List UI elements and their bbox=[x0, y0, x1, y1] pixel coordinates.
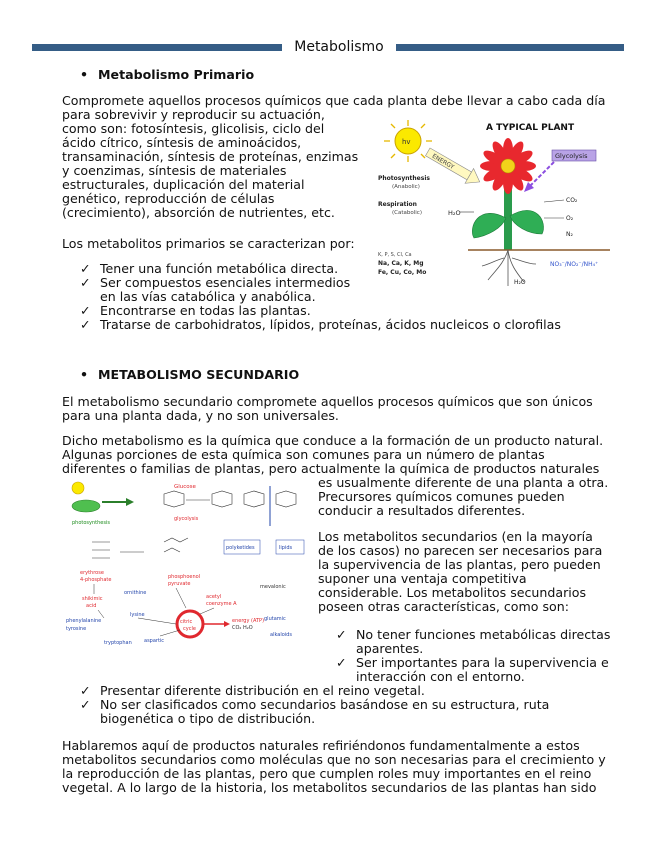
svg-text:acid: acid bbox=[86, 603, 97, 609]
svg-text:CO₂: CO₂ bbox=[566, 197, 578, 204]
svg-text:ornithine: ornithine bbox=[124, 590, 147, 596]
energy-arrow bbox=[424, 145, 484, 190]
svg-text:polyketides: polyketides bbox=[226, 545, 255, 551]
primary-heading-text: Metabolismo Primario bbox=[98, 67, 255, 82]
secondary-p1: El metabolismo secundario compromete aquellos procesos químicos que son únicos para una planta dada, y no son universales. bbox=[62, 394, 593, 423]
secondary-list-full bbox=[80, 683, 620, 726]
secondary-list-right bbox=[336, 627, 626, 684]
intro-line: para sobrevivir y reproducir su actuación, bbox=[62, 107, 325, 122]
list-item-continuation: biogenética o tipo de distribución. bbox=[100, 711, 316, 726]
page-title: Metabolismo bbox=[294, 39, 384, 55]
svg-text:(Anabolic): (Anabolic) bbox=[392, 184, 420, 190]
svg-text:O₂: O₂ bbox=[566, 215, 574, 222]
intro-line: ácido cítrico, síntesis de aminoácidos, bbox=[62, 135, 302, 150]
svg-text:lysine: lysine bbox=[130, 612, 145, 618]
list-item: ✓ Encontrarse en todas las plantas. bbox=[80, 303, 311, 318]
page-title-bar bbox=[32, 39, 624, 55]
svg-text:4-phosphate: 4-phosphate bbox=[80, 577, 112, 583]
svg-text:Glucose: Glucose bbox=[174, 484, 196, 490]
primary-heading bbox=[80, 67, 255, 82]
check-icon: ✓ bbox=[80, 317, 91, 332]
svg-text:aspartic: aspartic bbox=[144, 638, 165, 644]
svg-text:Fe, Cu, Co, Mo: Fe, Cu, Co, Mo bbox=[378, 269, 427, 276]
check-icon: ✓ bbox=[80, 697, 91, 712]
svg-text:ENERGY: ENERGY bbox=[430, 152, 456, 171]
leaf-icon bbox=[72, 500, 100, 512]
secondary-heading-text: METABOLISMO SECUNDARIO bbox=[98, 367, 300, 382]
secondary-p3-right: Los metabolitos secundarios (en la mayoría de los casos) no parecen ser necesarios para la supervivencia de las plantas, pero pueden suponer una ventaja competitiva considerable. Los metabolitos secundarios poseen otras características, como son: bbox=[318, 529, 603, 614]
title-rule-left bbox=[32, 44, 282, 51]
svg-text:mevalonic: mevalonic bbox=[260, 584, 286, 590]
list-item: ✓ Tratarse de carbohidratos, lípidos, proteínas, ácidos nucleicos o clorofilas bbox=[80, 317, 561, 332]
svg-text:Glycolysis: Glycolysis bbox=[555, 152, 588, 160]
svg-text:Na, Ca, K, Mg: Na, Ca, K, Mg bbox=[378, 260, 424, 267]
svg-text:pyruvate: pyruvate bbox=[168, 581, 191, 587]
svg-text:CO₂ H₂O: CO₂ H₂O bbox=[232, 625, 253, 631]
roots bbox=[482, 250, 536, 286]
title-rule-right bbox=[396, 44, 624, 51]
svg-text:phosphoenol: phosphoenol bbox=[168, 574, 201, 580]
intro-line: y coenzimas, síntesis de materiales bbox=[62, 163, 287, 178]
primary-char-intro: Los metabolitos primarios se caracterizan por: bbox=[62, 236, 355, 251]
svg-text:Photosynthesis: Photosynthesis bbox=[378, 175, 430, 182]
secondary-heading bbox=[80, 367, 300, 382]
svg-text:shikimic: shikimic bbox=[82, 596, 103, 602]
check-icon: ✓ bbox=[80, 261, 91, 276]
svg-text:K, P, S, Cl, Ca: K, P, S, Cl, Ca bbox=[378, 252, 412, 258]
svg-text:hv: hv bbox=[402, 138, 411, 146]
svg-text:acetyl: acetyl bbox=[206, 594, 222, 600]
check-icon: ✓ bbox=[336, 655, 347, 670]
svg-text:coenzyme A: coenzyme A bbox=[206, 601, 237, 607]
right-leaf bbox=[510, 210, 544, 234]
check-icon: ✓ bbox=[80, 683, 91, 698]
svg-text:H₂O: H₂O bbox=[448, 209, 461, 217]
svg-text:tyrosine: tyrosine bbox=[66, 626, 87, 632]
secondary-p2-right: es usualmente diferente de una planta a otra. Precursores químicos comunes pueden conducir a resultados diferentes. bbox=[318, 475, 609, 518]
list-item: ✓ No tener funciones metabólicas directas bbox=[336, 627, 611, 642]
list-item-continuation: aparentes. bbox=[356, 641, 424, 656]
bullet-dot: • bbox=[80, 67, 89, 82]
svg-text:energy (ATP): energy (ATP) bbox=[232, 618, 265, 624]
intro-line: (crecimiento), absorción de nutrientes, etc. bbox=[62, 205, 335, 220]
svg-text:lipids: lipids bbox=[279, 545, 293, 551]
list-item: ✓ Tener una función metabólica directa. bbox=[80, 261, 339, 276]
closing-paragraph: Hablaremos aquí de productos naturales refiriéndonos fundamentalmente a estos metabolitos secundarios como moléculas que no son necesarias para el crecimiento y la reproducción de las plantas, pero que cumplen roles muy importantes en el reino vegetal. A lo largo de la historia, los metabolitos secundarios de las plantas han sido bbox=[62, 738, 606, 795]
svg-text:NO₃⁻/NO₂⁻/NH₄⁺: NO₃⁻/NO₂⁻/NH₄⁺ bbox=[550, 261, 599, 268]
svg-text:alkaloids: alkaloids bbox=[270, 632, 292, 638]
primary-intro-block bbox=[62, 108, 362, 220]
bullet-dot: • bbox=[80, 367, 89, 382]
secondary-p2: Dicho metabolismo es la química que conduce a la formación de un producto natural. Algunas porciones de esta química son comunes para un número de plantas diferentes o familias de plantas, pero actualmente la química de productos naturales bbox=[62, 433, 604, 476]
list-item: ✓ Ser importantes para la supervivencia e bbox=[336, 655, 609, 670]
svg-text:glycolysis: glycolysis bbox=[174, 516, 199, 522]
check-icon: ✓ bbox=[336, 627, 347, 642]
svg-text:Respiration: Respiration bbox=[378, 201, 417, 208]
intro-line: transaminación, síntesis de proteínas, enzimas bbox=[62, 149, 359, 164]
list-item: ✓ No ser clasificados como secundarios basándose en su estructura, ruta bbox=[80, 697, 550, 712]
list-item: ✓ Ser compuestos esenciales intermedios bbox=[80, 275, 351, 290]
check-icon: ✓ bbox=[80, 303, 91, 318]
sun-icon bbox=[384, 120, 432, 162]
primary-intro-line1: Compromete aquellos procesos químicos que cada planta debe llevar a cabo cada día bbox=[62, 93, 606, 108]
intro-line: genético, reproducción de células bbox=[62, 191, 275, 206]
list-item-continuation: interacción con el entorno. bbox=[356, 669, 525, 684]
list-item: ✓ Presentar diferente distribución en el reino vegetal. bbox=[80, 683, 425, 698]
metabolic-pathway-figure bbox=[64, 478, 312, 650]
svg-text:erythrose: erythrose bbox=[80, 570, 104, 576]
check-icon: ✓ bbox=[80, 275, 91, 290]
svg-text:tryptophan: tryptophan bbox=[104, 640, 132, 646]
svg-text:citric: citric bbox=[180, 619, 193, 625]
typical-plant-figure bbox=[378, 118, 618, 290]
svg-text:(Catabolic): (Catabolic) bbox=[392, 210, 422, 216]
svg-text:N₂: N₂ bbox=[566, 231, 573, 238]
sun-icon bbox=[72, 482, 84, 494]
left-leaf bbox=[472, 213, 506, 238]
svg-text:H₂O: H₂O bbox=[514, 279, 526, 286]
svg-text:cycle: cycle bbox=[183, 626, 196, 632]
svg-text:phenylalanine: phenylalanine bbox=[66, 618, 102, 624]
svg-text:glutamic: glutamic bbox=[264, 616, 286, 622]
intro-line: como son: fotosíntesis, glicolisis, ciclo del bbox=[62, 121, 325, 136]
intro-line: estructurales, duplicación del material bbox=[62, 177, 305, 192]
plant-figure-title: A TYPICAL PLANT bbox=[486, 123, 575, 133]
svg-text:photosynthesis: photosynthesis bbox=[72, 520, 110, 526]
list-item-continuation: en las vías catabólica y anabólica. bbox=[100, 289, 316, 304]
